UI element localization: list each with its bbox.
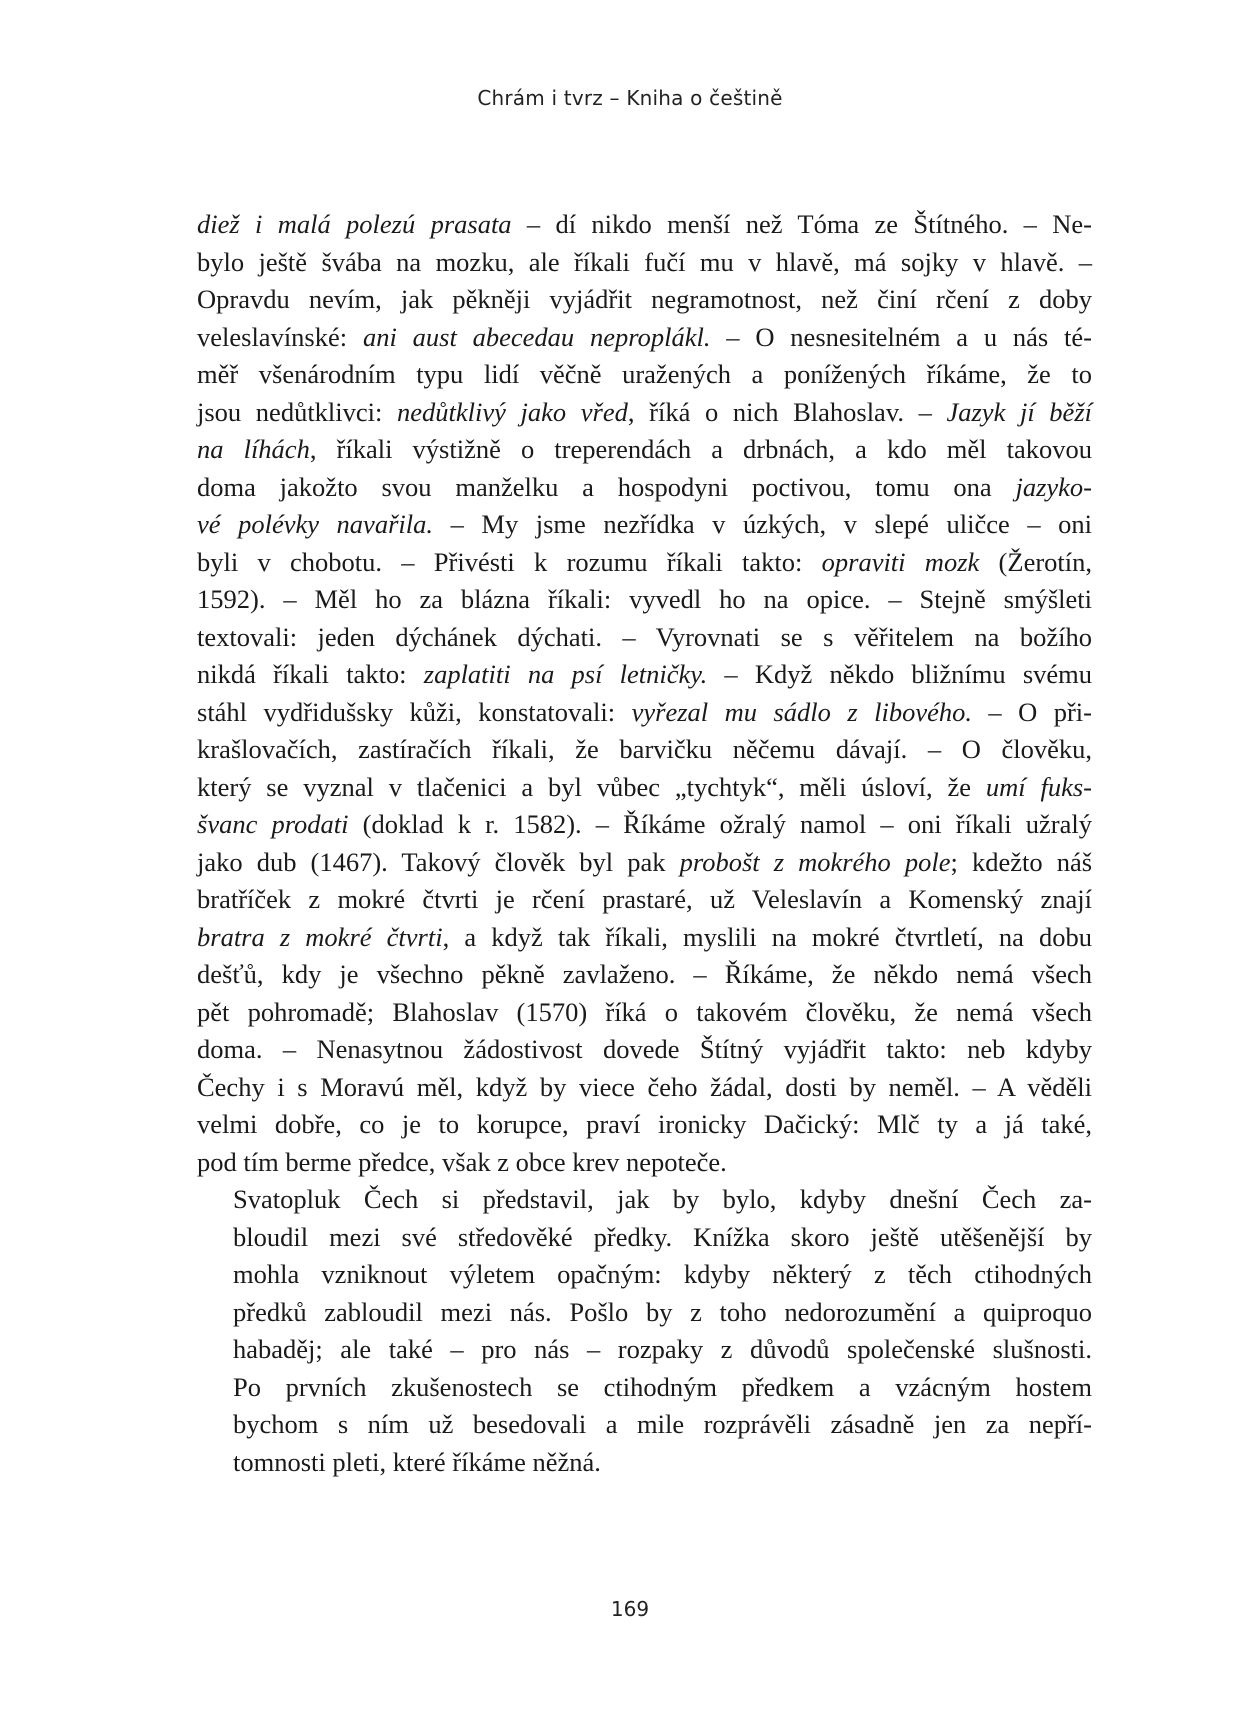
text-line (197, 1181, 1092, 1219)
text-line (197, 1369, 1092, 1407)
text-line (197, 731, 1092, 769)
text-run: Svatopluk Čech si představil, jak by bylo, kdyby dnešní Čech za- (233, 1184, 1092, 1214)
text-run: jako dub (1467). Takový člověk byl pak (197, 846, 680, 877)
page-number: 169 (610, 1597, 650, 1621)
body-text (197, 206, 1092, 1481)
text-line (197, 544, 1092, 582)
italic-phrase: na líhách (197, 434, 310, 464)
text-run: veleslavínské: (197, 321, 363, 352)
text-run: (Žerotín, (979, 546, 1093, 577)
text-line (197, 806, 1092, 844)
text-run: stáhl vydřidušsky kůži, konstatovali: (197, 696, 632, 727)
text-line (197, 694, 1092, 732)
italic-phrase: švanc prodati (197, 809, 349, 839)
text-line (197, 356, 1092, 394)
text-run: , a když tak říkali, myslili na mokré čtvrtletí, na dobu (442, 921, 1092, 952)
text-line (197, 1031, 1092, 1069)
text-run: dešťů, kdy je všechno pěkně zavlaženo. – Říkáme, že někdo nemá všech (197, 959, 1092, 989)
text-run: jsou nedůtklivci: (197, 396, 398, 427)
text-run: , říkali výstižně o treperendách a drbnách, a kdo měl takovou (309, 434, 1092, 464)
text-run: habaděj; ale také – pro nás – rozpaky z důvodů společenské slušnosti. (233, 1334, 1092, 1364)
text-line (197, 919, 1092, 957)
text-run: Opravdu nevím, jak pěkněji vyjádřit negramotnost, než činí rčení z doby (197, 284, 1092, 314)
italic-phrase: umí fuks- (985, 771, 1092, 802)
paragraph (197, 1181, 1092, 1481)
text-run: doma. – Nenasytnou žádostivost dovede Štítný vyjádřit takto: neb kdyby (197, 1034, 1092, 1064)
italic-phrase: probošt z mokrého pole (679, 846, 951, 877)
text-line (197, 881, 1092, 919)
text-line (197, 769, 1092, 807)
italic-phrase: ani aust abecedau neproplákl. (362, 321, 711, 352)
text-run: nikdá říkali takto: (197, 659, 424, 689)
text-run: byli v chobotu. – Přivésti k rozumu říkali takto: (197, 546, 822, 577)
text-run: měř všenárodním typu lidí věčně uražených a ponížených říkáme, že to (197, 359, 1092, 389)
text-run: textovali: jeden dýchánek dýchati. – Vyrovnati se s věřitelem na božího (197, 621, 1092, 652)
text-run: krašlovačích, zastíračích říkali, že barvičku něčemu dávají. – O člověku, (197, 734, 1092, 764)
text-line (197, 1069, 1092, 1107)
italic-phrase: jazyko- (1015, 471, 1092, 502)
text-line (197, 619, 1092, 657)
text-run: – Když někdo bližnímu svému (707, 659, 1093, 689)
italic-phrase: nedůtklivý jako vřed (397, 396, 628, 427)
text-run: předků zabloudil mezi nás. Pošlo by z toho nedorozumění a quiproquo (233, 1296, 1092, 1327)
italic-phrase: Jazyk jí běží (946, 396, 1092, 427)
text-line (197, 281, 1092, 319)
text-line (197, 1294, 1092, 1332)
text-run: bylo ještě švába na mozku, ale říkali fučí mu v hlavě, má sojky v hlavě. – (197, 246, 1092, 277)
text-line (197, 656, 1092, 694)
text-run: velmi dobře, co je to korupce, praví ironicky Dačický: Mlč ty a já také, (197, 1109, 1092, 1139)
text-run: pět pohromadě; Blahoslav (1570) říká o takovém člověku, že nemá všech (197, 996, 1092, 1027)
text-run: – O při- (971, 696, 1092, 727)
text-run: bychom s ním už besedovali a mile rozprávěli zásadně jen za nepří- (233, 1409, 1092, 1439)
text-line (197, 581, 1092, 619)
text-line (197, 956, 1092, 994)
text-run: – O nesnesitelném a u nás té- (710, 321, 1093, 352)
text-line (197, 1331, 1092, 1369)
text-run: Čechy i s Moravú měl, když by viece čeho žádal, dosti by neměl. – A věděli (197, 1071, 1092, 1102)
text-line (197, 506, 1092, 544)
text-run: 1592). – Měl ho za blázna říkali: vyvedl ho na opice. – Stejně smýšleti (197, 584, 1092, 614)
text-line (197, 1219, 1092, 1257)
text-run: mohla vzniknout výletem opačným: kdyby některý z těch ctihodných (233, 1259, 1092, 1289)
running-head: Chrám i tvrz – Kniha o češtině (477, 86, 783, 110)
text-line (197, 319, 1092, 357)
text-line (197, 1106, 1092, 1144)
text-run: bratříček z mokré čtvrti je rčení prastaré, už Veleslavín a Komenský znají (197, 884, 1092, 914)
italic-phrase: bratra z mokré čtvrti (197, 921, 443, 952)
text-run: ; kdežto náš (950, 846, 1093, 877)
paragraph (197, 206, 1092, 1181)
text-run: bloudil mezi své středověké předky. Knížka skoro ještě utěšenější by (233, 1221, 1092, 1252)
text-run: tomnosti pleti, které říkáme něžná. (233, 1446, 601, 1477)
text-line (197, 1444, 1092, 1482)
italic-phrase: vyřezal mu sádlo z libového. (631, 696, 972, 727)
text-run: , říká o nich Blahoslav. – (627, 396, 947, 427)
text-line (197, 206, 1092, 244)
text-run: (doklad k r. 1582). – Říkáme ožralý namol – oni říkali užralý (348, 809, 1092, 839)
italic-phrase: diež i malá polezú prasata (197, 209, 512, 239)
text-run: – My jsme nezřídka v úzkých, v slepé uličce – oni (433, 509, 1093, 539)
text-line (197, 469, 1092, 507)
text-run: který se vyznal v tlačenici a byl vůbec „tychtyk“, měli úsloví, že (197, 771, 986, 802)
text-run: Po prvních zkušenostech se ctihodným předkem a vzácným hostem (233, 1371, 1092, 1402)
text-run: – dí nikdo menší než Tóma ze Štítného. – Ne- (511, 209, 1092, 239)
text-run: pod tím berme předce, však z obce krev nepoteče. (197, 1146, 727, 1177)
text-line (197, 1406, 1092, 1444)
text-line (197, 844, 1092, 882)
italic-phrase: opraviti mozk (821, 546, 980, 577)
text-line (197, 431, 1092, 469)
text-line (197, 994, 1092, 1032)
text-line (197, 1144, 1092, 1182)
text-line (197, 1256, 1092, 1294)
text-line (197, 394, 1092, 432)
italic-phrase: vé polévky navařila. (197, 509, 433, 539)
text-run: doma jakožto svou manželku a hospodyni poctivou, tomu ona (197, 471, 1016, 502)
text-line (197, 244, 1092, 282)
italic-phrase: zaplatiti na psí letničky. (423, 659, 708, 689)
